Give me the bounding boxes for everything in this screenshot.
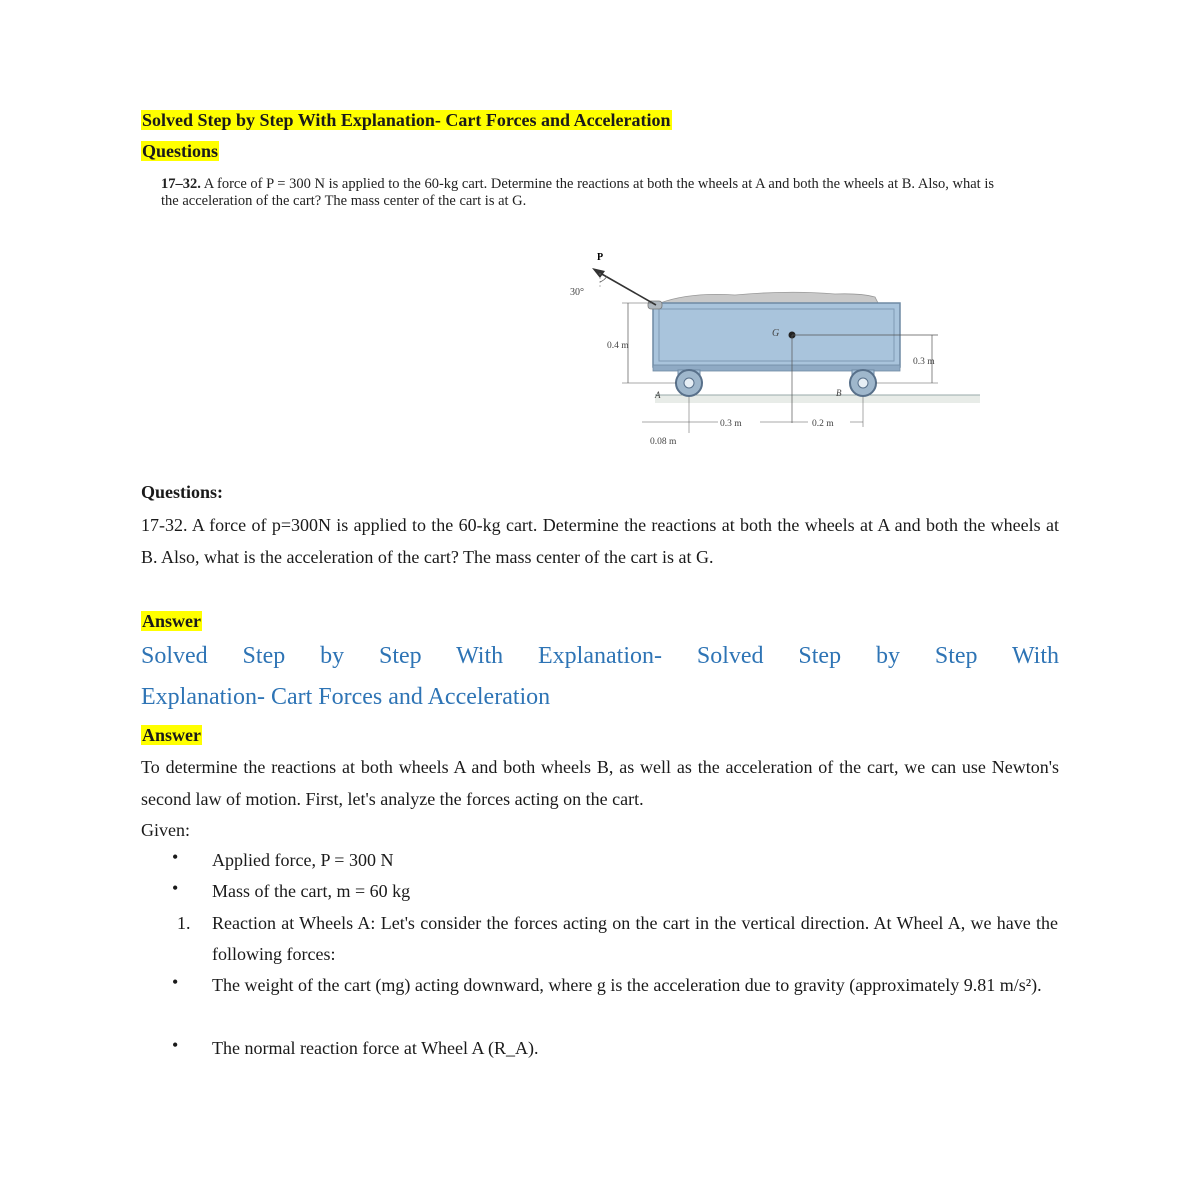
force-item: The weight of the cart (mg) acting downward, where g is the acceleration due to gravity (approximately 9.81 m/s²).: [212, 975, 1042, 995]
questions2-heading: Questions:: [141, 482, 224, 502]
problem-statement: [161, 176, 994, 210]
step-text: Reaction at Wheels A: Let's consider the forces acting on the cart in the vertical direction. At Wheel A, we have the following forces:: [212, 913, 1058, 964]
ground: [655, 395, 980, 403]
force-label: P: [597, 252, 604, 263]
label-b: B: [836, 388, 842, 398]
force-item: The normal reaction force at Wheel A (R_A).: [212, 1038, 539, 1058]
dim-label-ag: 0.3 m: [720, 419, 742, 429]
bullet-icon: •: [172, 1035, 179, 1055]
dim-label-left: 0.4 m: [607, 341, 629, 351]
blue-heading-line1: Solved Step by Step With Explanation- Solved Step by Step With: [141, 643, 1059, 669]
page-title: Solved Step by Step With Explanation- Cart Forces and Acceleration: [142, 110, 671, 130]
answer-heading: Answer: [142, 611, 201, 631]
question-text: 17-32. A force of p=300N is applied to the 60-kg cart. Determine the reactions at both the wheels at A and both the wheels at B. Also, what is the acceleration of the cart? The mass center of the cart is at G.: [141, 515, 1059, 567]
wheel-b: [850, 370, 876, 396]
questions-heading: Questions: [142, 141, 219, 161]
bullet-icon: •: [172, 847, 179, 867]
bullet-icon: •: [172, 972, 179, 992]
given-label: Given:: [141, 820, 190, 840]
problem-text: A force of P = 300 N is applied to the 60-kg cart. Determine the reactions at both the wheels at A and both the wheels at B. Also, what is the acceleration of the cart? The mass center of the cart is at G.: [161, 176, 994, 209]
dim-label-gb: 0.2 m: [812, 419, 834, 429]
angle-label: 30°: [570, 287, 584, 298]
given-item: Applied force, P = 300 N: [212, 850, 394, 870]
label-a: A: [655, 390, 661, 400]
answer-heading-2: Answer: [142, 725, 201, 745]
cart-load: [660, 292, 878, 303]
dim-label-right: 0.3 m: [913, 357, 935, 367]
step-number: 1.: [177, 913, 191, 933]
force-arrow: [600, 273, 656, 305]
problem-number: 17–32.: [161, 176, 201, 192]
wheel-a: [676, 370, 702, 396]
dim-label-wheel: 0.08 m: [650, 437, 677, 447]
given-item: Mass of the cart, m = 60 kg: [212, 881, 411, 901]
force-arrowhead: [592, 268, 605, 278]
cart-figure: [560, 245, 980, 460]
mass-center-label: G: [772, 328, 780, 339]
blue-heading-line2: Explanation- Cart Forces and Acceleration: [141, 684, 551, 710]
intro-paragraph: To determine the reactions at both wheels A and both wheels B, as well as the acceleration of the cart, we can use Newton's second law of motion. First, let's analyze the forces acting on the cart.: [141, 757, 1059, 809]
bullet-icon: •: [172, 878, 179, 898]
